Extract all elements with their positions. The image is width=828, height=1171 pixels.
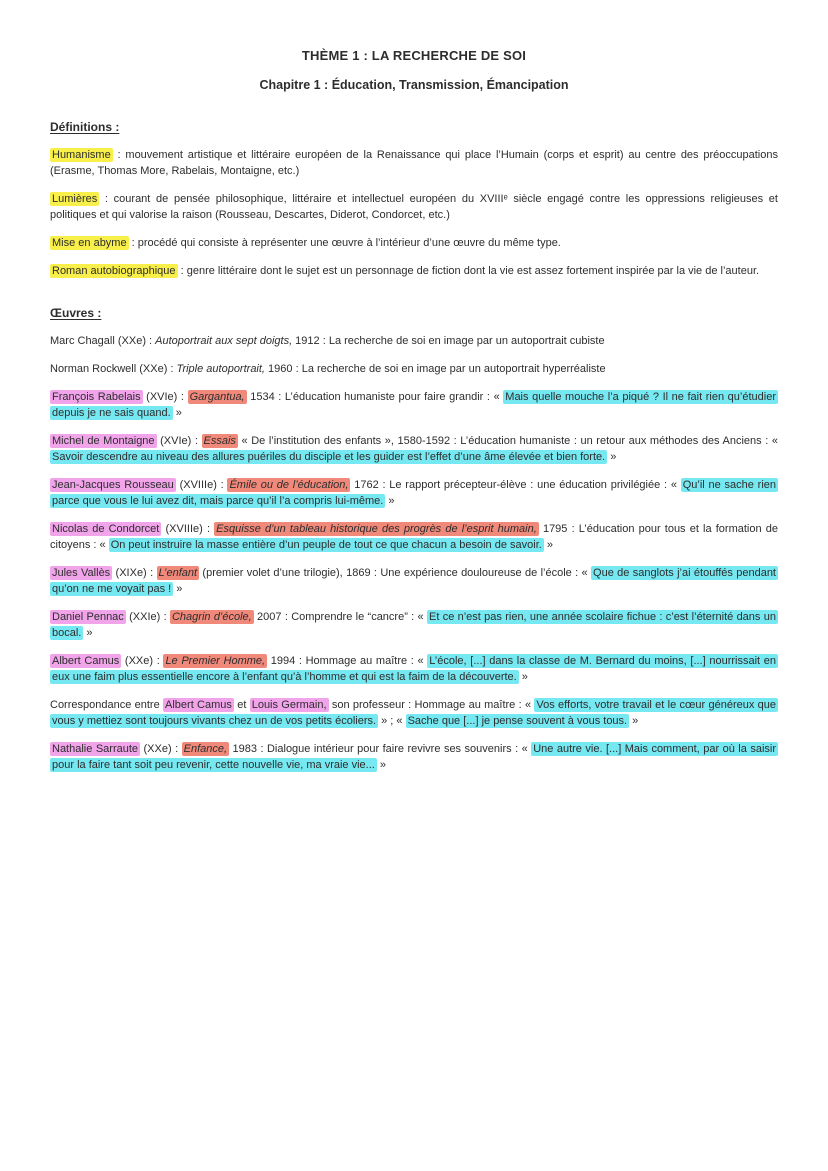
pink-highlight-text: Jean-Jacques Rousseau	[52, 479, 174, 491]
text-run: : mouvement artistique et littéraire européen de la Renaissance qui place l’Humain (corps et esprit) au centre des préoccupations (Erasme, Thomas More, Rabelais, Montaigne, etc.)	[50, 149, 778, 177]
text-run: 1912 : La recherche de soi en image par un autoportrait cubiste	[292, 335, 605, 347]
text-run: : courant de pensée philosophique, littéraire et intellectuel européen du XVIIIᵉ siècle engagé contre les oppressions religieuses et politiques et qui valorise la raison (Rousseau, Descartes, Diderot, Condorcet, etc.)	[50, 193, 778, 221]
text-run: »	[543, 539, 554, 551]
salmon-highlight-text: Gargantua,	[189, 391, 245, 403]
cyan-highlight-text: Sache que [...] je pense souvent à vous tous.	[407, 715, 628, 727]
paragraph-sarraute	[50, 741, 778, 773]
pink-highlight-text: Albert Camus	[52, 655, 120, 667]
cyan-highlight-text: Vos efforts, votre travail et le cœur généreux que vous y mettiez sont toujours vivants chez un de vos petits écoliers.	[52, 699, 777, 727]
document-body	[50, 119, 778, 773]
paragraph-valles	[50, 565, 778, 597]
text-run: : procédé qui consiste à représenter une œuvre à l’intérieur d’une œuvre du même type.	[128, 237, 561, 249]
cyan-highlight-text: L’école, [...] dans la classe de M. Bernard du moins, [...] nourrissait en eux une faim plus essentielle encore à l’enfant qu’à l’homme et qui est la faim de la découverte.	[52, 655, 776, 683]
cyan-highlight-text: Mais quelle mouche l’a piqué ? Il ne fait rien qu’étudier depuis je ne sais quand.	[52, 391, 776, 419]
text-run: 1994 : Hommage au maître : «	[267, 655, 428, 667]
salmon-highlight-text: Esquisse d’un tableau historique des progrès de l’esprit humain,	[216, 523, 537, 535]
salmon-highlight-text: Enfance,	[183, 743, 228, 755]
text-run: « De l’institution des enfants », 1580-1592 : L’éducation humaniste : un retour aux méthodes des Anciens : «	[237, 435, 778, 447]
text-run: (XVIIIe) :	[161, 523, 215, 535]
text-run: »	[607, 451, 617, 463]
text-run: son professeur : Hommage au maître : «	[328, 699, 535, 711]
text-run: Correspondance entre	[50, 699, 164, 711]
text-run: : genre littéraire dont le sujet est un personnage de fiction dont la vie est assez fortement inspirée par la vie de l’auteur.	[177, 265, 760, 277]
text-run: (XXe) :	[121, 655, 164, 667]
text-run: 1960 : La recherche de soi en image par un autoportrait hyperréaliste	[265, 363, 606, 375]
italic-title-text: Triple autoportrait,	[176, 363, 265, 375]
text-run: (XIXe) :	[112, 567, 157, 579]
pink-highlight-text: Albert Camus	[165, 699, 232, 711]
paragraph-pennac	[50, 609, 778, 641]
cyan-highlight-text: Savoir descendre au niveau des allures puériles du disciple et les guider est l’effet d’une âme élevée et bien forte.	[52, 451, 606, 463]
text-run: 2007 : Comprendre le “cancre” : «	[253, 611, 427, 623]
pink-highlight-text: Nicolas de Condorcet	[52, 523, 160, 535]
text-run: (XXe) :	[140, 743, 182, 755]
paragraph-lumieres	[50, 191, 778, 223]
yellow-highlight-text: Roman autobiographique	[52, 265, 176, 277]
text-run: » ; «	[378, 715, 406, 727]
text-run: 1534 : L’éducation humaniste pour faire grandir : «	[246, 391, 504, 403]
salmon-highlight-text: Essais	[203, 435, 236, 447]
paragraph-rousseau	[50, 477, 778, 509]
italic-title-text: Autoportrait aux sept doigts,	[155, 335, 293, 347]
paragraph-camus	[50, 653, 778, 685]
text-run: (premier volet d’une trilogie), 1869 : Une expérience douloureuse de l’école : «	[199, 567, 592, 579]
paragraph-humanisme	[50, 147, 778, 179]
paragraph-rabelais	[50, 389, 778, 421]
text-run: »	[172, 407, 182, 419]
text-run: »	[385, 495, 395, 507]
cyan-highlight-text: Et ce n’est pas rien, une année scolaire fichue : c’est l’éternité dans un bocal.	[52, 611, 776, 639]
text-run: (XVIe) :	[142, 391, 188, 403]
text-run: Marc Chagall (XXe) :	[50, 335, 156, 347]
document-title: THÈME 1 : LA RECHERCHE DE SOI	[301, 48, 527, 63]
pink-highlight-text: Nathalie Sarraute	[52, 743, 139, 755]
paragraph-chagall	[50, 333, 778, 349]
text-run: et	[233, 699, 250, 711]
yellow-highlight-text: Mise en abyme	[52, 237, 127, 249]
text-run: 1762 : Le rapport précepteur-élève : une éducation privilégiée : «	[350, 479, 681, 491]
paragraph-roman-autobiographique	[50, 263, 778, 279]
pink-highlight-text: Daniel Pennac	[52, 611, 124, 623]
pink-highlight-text: Jules Vallès	[52, 567, 111, 579]
paragraph-mise-en-abyme	[50, 235, 778, 251]
section-heading-oeuvres: Œuvres :	[50, 306, 102, 320]
pink-highlight-text: François Rabelais	[52, 391, 141, 403]
salmon-highlight-text: Émile ou de l’éducation,	[229, 479, 349, 491]
pink-highlight-text: Louis Germain,	[251, 699, 327, 711]
text-run: »	[629, 715, 639, 727]
text-run: »	[83, 627, 93, 639]
cyan-highlight-text: On peut instruire la masse entière d’un peuple de tout ce que chacun a besoin de savoir.	[110, 539, 542, 551]
paragraph-condorcet	[50, 521, 778, 553]
text-run: 1795 : L’éducation pour tous et la formation de citoyens : «	[50, 523, 778, 551]
salmon-highlight-text: L’enfant	[158, 567, 198, 579]
yellow-highlight-text: Humanisme	[52, 149, 111, 161]
section-heading-definitions: Définitions :	[50, 120, 120, 134]
text-run: 1983 : Dialogue intérieur pour faire revivre ses souvenirs : «	[229, 743, 532, 755]
pink-highlight-text: Michel de Montaigne	[52, 435, 155, 447]
document-subtitle: Chapitre 1 : Éducation, Transmission, Émancipation	[259, 78, 569, 92]
text-run: »	[376, 759, 387, 771]
text-run: »	[173, 583, 183, 595]
text-run: (XXIe) :	[125, 611, 170, 623]
cyan-highlight-text: Une autre vie. [...] Mais comment, par où la saisir pour la faire tant soit peu revenir, cette nouvelle vie, ma vraie vie...	[52, 743, 776, 771]
paragraph-rockwell	[50, 361, 778, 377]
text-run: Norman Rockwell (XXe) :	[50, 363, 177, 375]
text-run: (XVIe) :	[156, 435, 202, 447]
cyan-highlight-text: Que de sanglots j’ai étouffés pendant qu’on ne me voyait pas !	[52, 567, 776, 595]
text-run: (XVIIIe) :	[175, 479, 228, 491]
paragraph-correspondance-camus-germain	[50, 697, 778, 729]
text-run: »	[518, 671, 528, 683]
yellow-highlight-text: Lumières	[52, 193, 98, 205]
paragraph-montaigne	[50, 433, 778, 465]
cyan-highlight-text: Qu’il ne sache rien parce que vous le lui avez dit, mais parce qu’il l’a compris lui-même.	[52, 479, 776, 507]
salmon-highlight-text: Le Premier Homme,	[165, 655, 266, 667]
salmon-highlight-text: Chagrin d’école,	[171, 611, 252, 623]
